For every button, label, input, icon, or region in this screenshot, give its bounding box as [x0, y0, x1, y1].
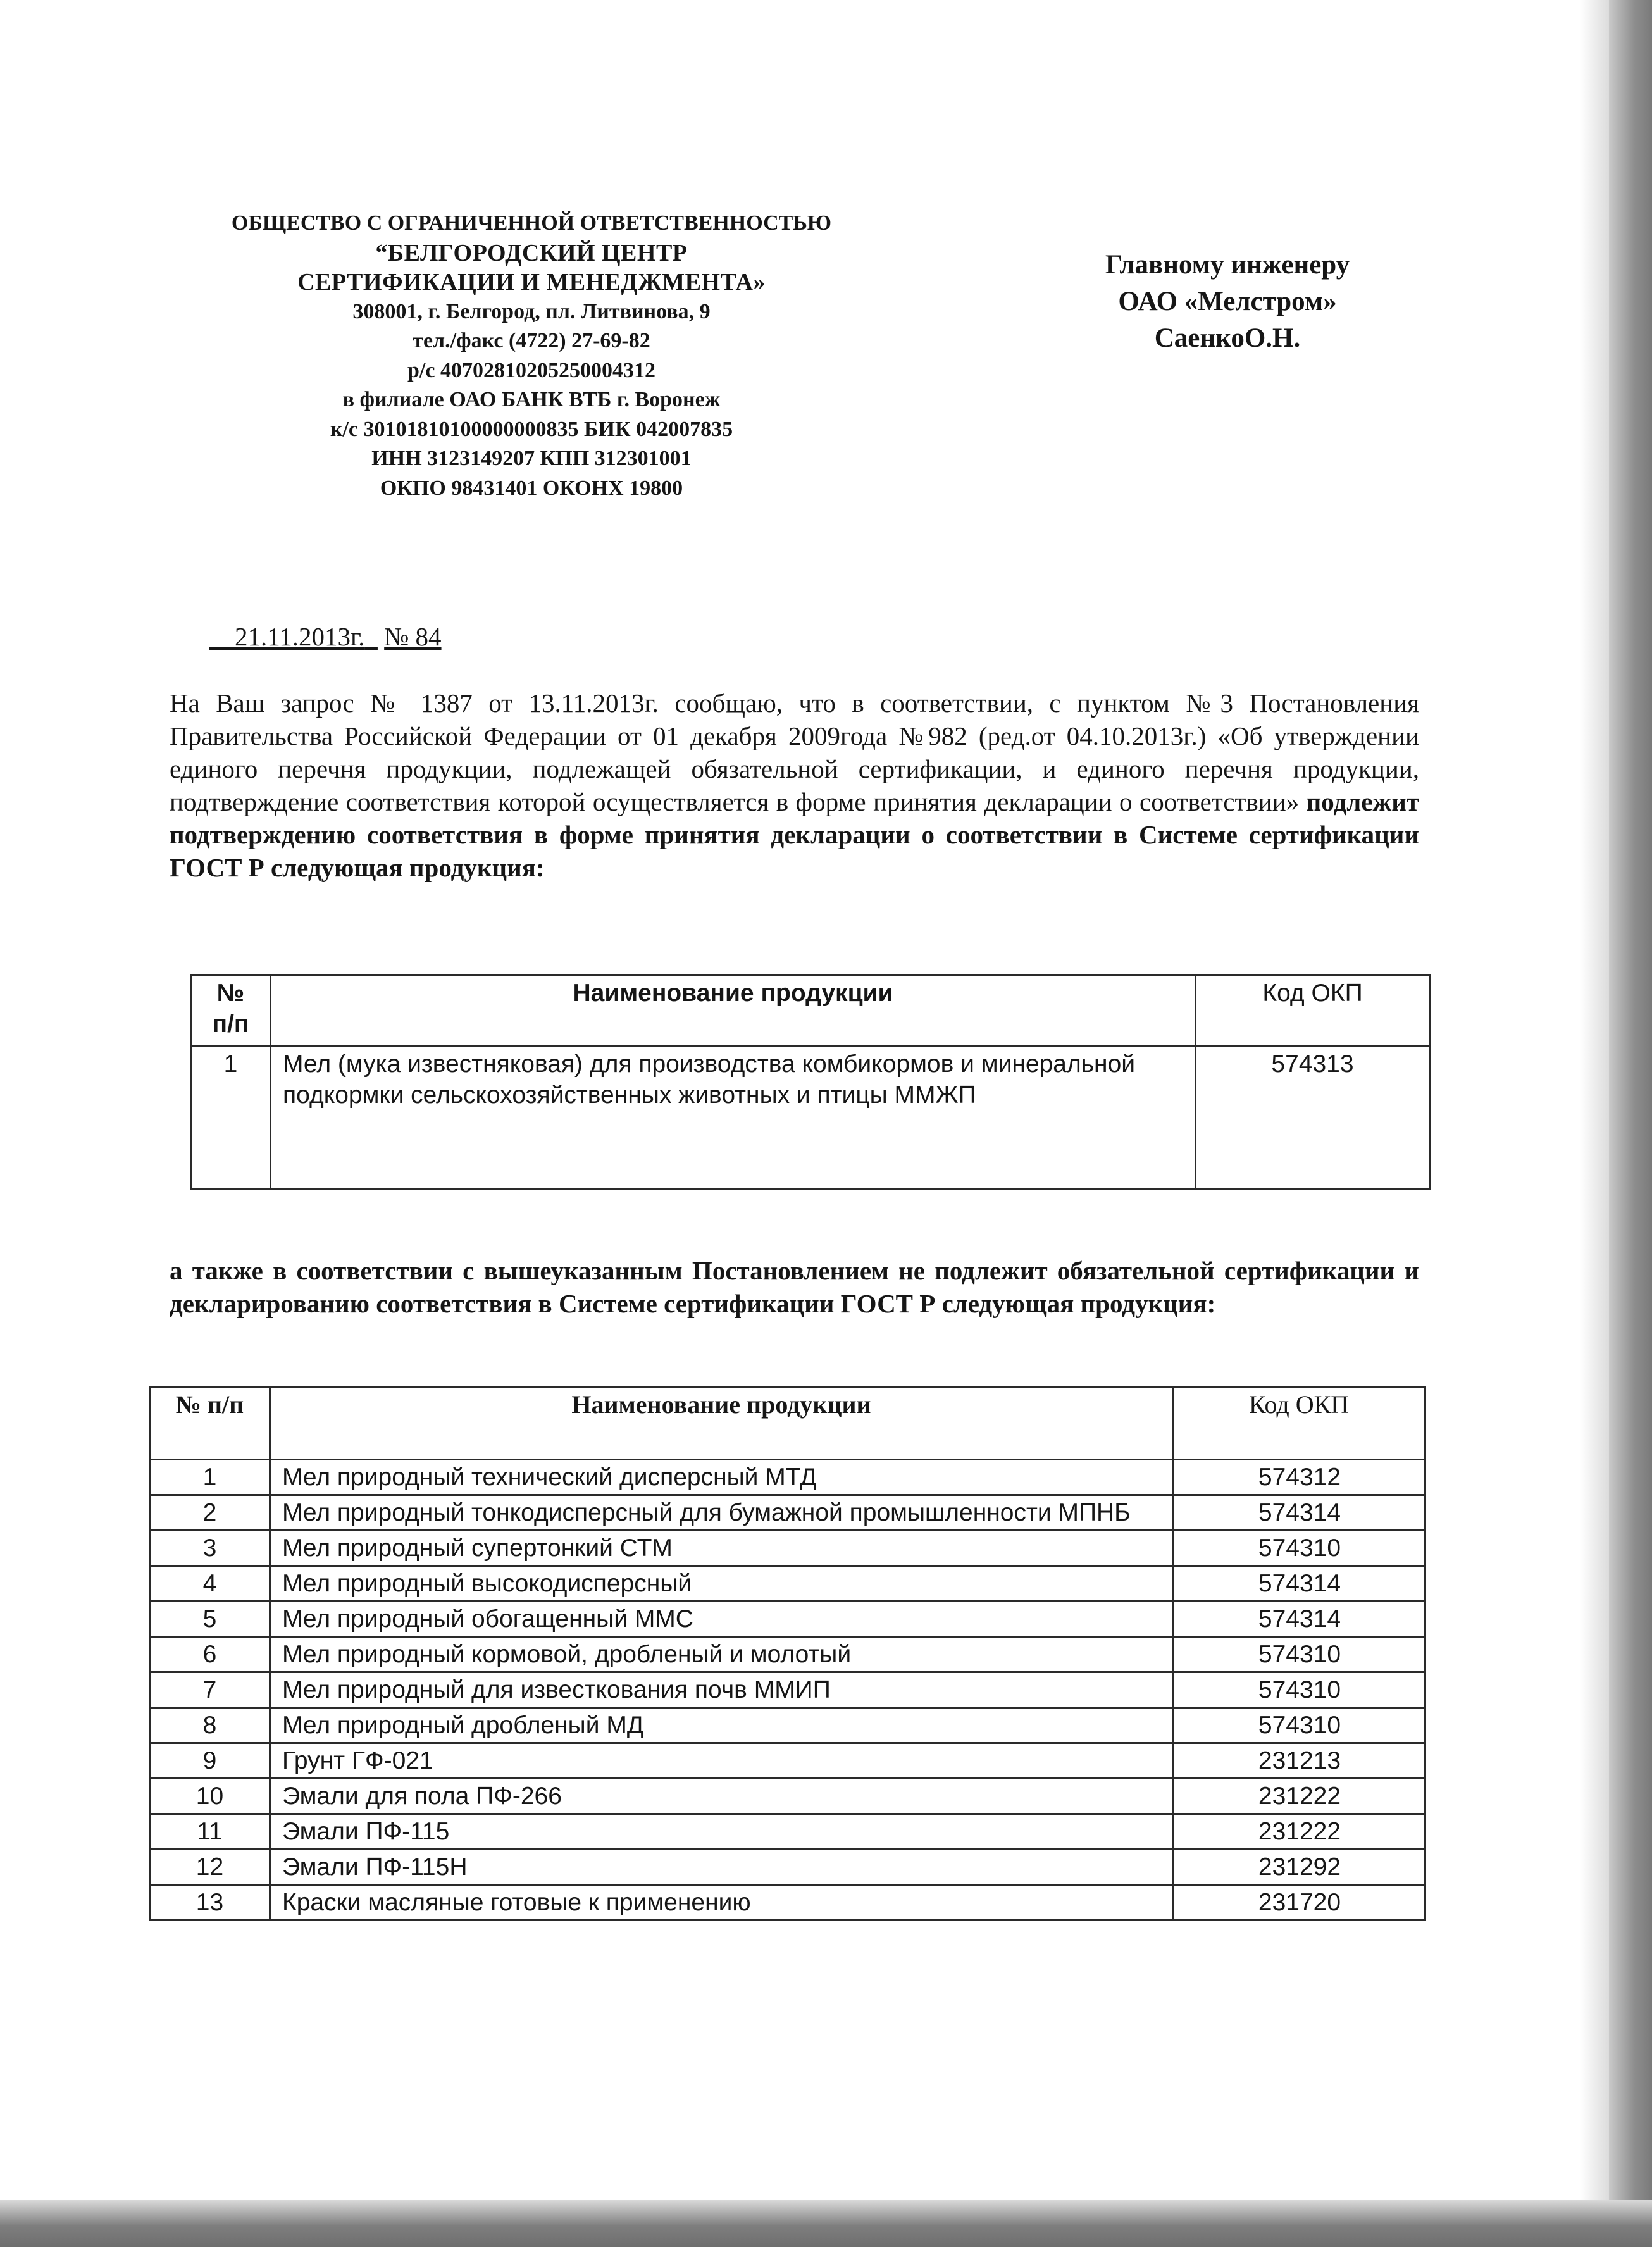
table-row	[150, 1531, 1425, 1566]
row-code: 231222	[1173, 1814, 1425, 1850]
sender-line: 308001, г. Белгород, пл. Литвинова, 9	[352, 299, 711, 323]
row-name: Краски масляные готовые к применению	[270, 1885, 1173, 1920]
row-num: 7	[150, 1672, 270, 1708]
letter-date-number	[209, 621, 442, 652]
table-row	[150, 1637, 1425, 1672]
recipient-line: СаенкоО.Н.	[1154, 323, 1301, 353]
row-num: 9	[150, 1743, 270, 1779]
table-row	[150, 1850, 1425, 1885]
row-name: Мел природный тонкодисперсный для бумажной промышленности МПНБ	[270, 1495, 1173, 1531]
row-code: 574314	[1173, 1602, 1425, 1637]
row-code: 574313	[1196, 1047, 1430, 1189]
table-header-row	[150, 1387, 1425, 1460]
row-name: Грунт ГФ-021	[270, 1743, 1173, 1779]
products-exempt-table	[149, 1386, 1426, 1921]
sender-line: тел./факс (4722) 27-69-82	[413, 329, 650, 352]
letter-number: № 84	[384, 622, 442, 651]
row-name: Мел природный высокодисперсный	[270, 1566, 1173, 1602]
row-num: 3	[150, 1531, 270, 1566]
sender-line: СЕРТИФИКАЦИИ И МЕНЕДЖМЕНТА»	[297, 269, 766, 296]
row-num: 4	[150, 1566, 270, 1602]
table-row	[150, 1495, 1425, 1531]
sender-letterhead	[190, 209, 873, 503]
recipient-line: ОАО «Мелстром»	[1118, 287, 1337, 316]
row-code: 574312	[1173, 1460, 1425, 1495]
col-header-num: № п/п	[150, 1387, 270, 1460]
row-code: 231292	[1173, 1850, 1425, 1885]
row-num: 1	[191, 1047, 271, 1189]
table-row	[150, 1672, 1425, 1708]
table-row	[150, 1708, 1425, 1743]
row-code: 574314	[1173, 1566, 1425, 1602]
row-name: Мел природный супертонкий СТМ	[270, 1531, 1173, 1566]
sender-line: ОБЩЕСТВО С ОГРАНИЧЕННОЙ ОТВЕТСТВЕННОСТЬЮ	[231, 211, 832, 235]
col-header-code: Код ОКП	[1173, 1387, 1425, 1460]
row-name: Мел природный дробленый МД	[270, 1708, 1173, 1743]
table-row	[150, 1885, 1425, 1920]
row-num: 13	[150, 1885, 270, 1920]
sender-line: ОКПО 98431401 ОКОНХ 19800	[380, 476, 683, 500]
row-code: 574310	[1173, 1672, 1425, 1708]
row-name: Эмали ПФ-115Н	[270, 1850, 1173, 1885]
letter-body-bold: подлежит подтверждению соответствия в форме принятия декларации о соответствии в Системе сертификации ГОСТ Р следующая продукция:	[170, 787, 1419, 882]
row-name: Мел (мука известняковая) для производства комбикормов и минеральной подкормки сельскохозяйственных животных и птицы ММЖП	[271, 1047, 1196, 1189]
row-num: 11	[150, 1814, 270, 1850]
products-declaration-table	[190, 974, 1431, 1190]
scan-edge-right	[1609, 0, 1652, 2247]
col-header-num: № п/п	[191, 976, 271, 1047]
row-code: 231720	[1173, 1885, 1425, 1920]
scan-edge-bottom	[0, 2200, 1652, 2247]
sender-line: в филиале ОАО БАНК ВТБ г. Воронеж	[342, 388, 721, 411]
table-row	[150, 1779, 1425, 1814]
row-num: 2	[150, 1495, 270, 1531]
row-code: 231222	[1173, 1779, 1425, 1814]
row-name: Эмали ПФ-115	[270, 1814, 1173, 1850]
table-header-row	[191, 976, 1430, 1047]
table-row	[150, 1460, 1425, 1495]
row-name: Мел природный кормовой, дробленый и молотый	[270, 1637, 1173, 1672]
recipient-line: Главному инженеру	[1105, 250, 1350, 280]
col-header-name: Наименование продукции	[270, 1387, 1173, 1460]
table-row	[150, 1814, 1425, 1850]
col-header-name: Наименование продукции	[271, 976, 1196, 1047]
row-num: 5	[150, 1602, 270, 1637]
letter-body	[170, 687, 1419, 884]
row-code: 231213	[1173, 1743, 1425, 1779]
row-code: 574310	[1173, 1708, 1425, 1743]
letter-date: 21.11.2013г.	[235, 622, 365, 651]
row-num: 6	[150, 1637, 270, 1672]
row-name: Мел природный технический дисперсный МТД	[270, 1460, 1173, 1495]
row-code: 574314	[1173, 1495, 1425, 1531]
sender-line: ИНН 3123149207 КПП 312301001	[371, 447, 692, 470]
letter-body-second: а также в соответствии с вышеуказанным Постановлением не подлежит обязательной сертификации и декларированию соответствия в Системе сертификации ГОСТ Р следующая продукция:	[170, 1256, 1419, 1318]
col-header-code: Код ОКП	[1196, 976, 1430, 1047]
row-num: 8	[150, 1708, 270, 1743]
row-name: Эмали для пола ПФ-266	[270, 1779, 1173, 1814]
table-row	[191, 1047, 1430, 1189]
sender-line: р/с 40702810205250004312	[407, 358, 655, 382]
recipient-block	[1038, 247, 1417, 357]
row-code: 574310	[1173, 1531, 1425, 1566]
table-row	[150, 1743, 1425, 1779]
table-row	[150, 1566, 1425, 1602]
table-row	[150, 1602, 1425, 1637]
row-num: 1	[150, 1460, 270, 1495]
row-name: Мел природный обогащенный ММС	[270, 1602, 1173, 1637]
sender-line: к/с 30101810100000000835 БИК 042007835	[330, 417, 733, 441]
row-num: 10	[150, 1779, 270, 1814]
row-num: 12	[150, 1850, 270, 1885]
row-code: 574310	[1173, 1637, 1425, 1672]
letter-body-regular: На Ваш запрос № 1387 от 13.11.2013г. сообщаю, что в соответствии, с пунктом №3 Постановления Правительства Российской Федерации от 01 декабря 2009года №982 (ред.от 04.10.2013г.) «Об утверждении единого перечня продукции, подлежащей обязательной сертификации, и единого перечня продукции, подтверждение соответствия которой осуществляется в форме принятия декларации о соответствии»	[170, 688, 1419, 816]
sender-line: “БЕЛГОРОДСКИЙ ЦЕНТР	[375, 239, 688, 266]
row-name: Мел природный для известкования почв ММИП	[270, 1672, 1173, 1708]
